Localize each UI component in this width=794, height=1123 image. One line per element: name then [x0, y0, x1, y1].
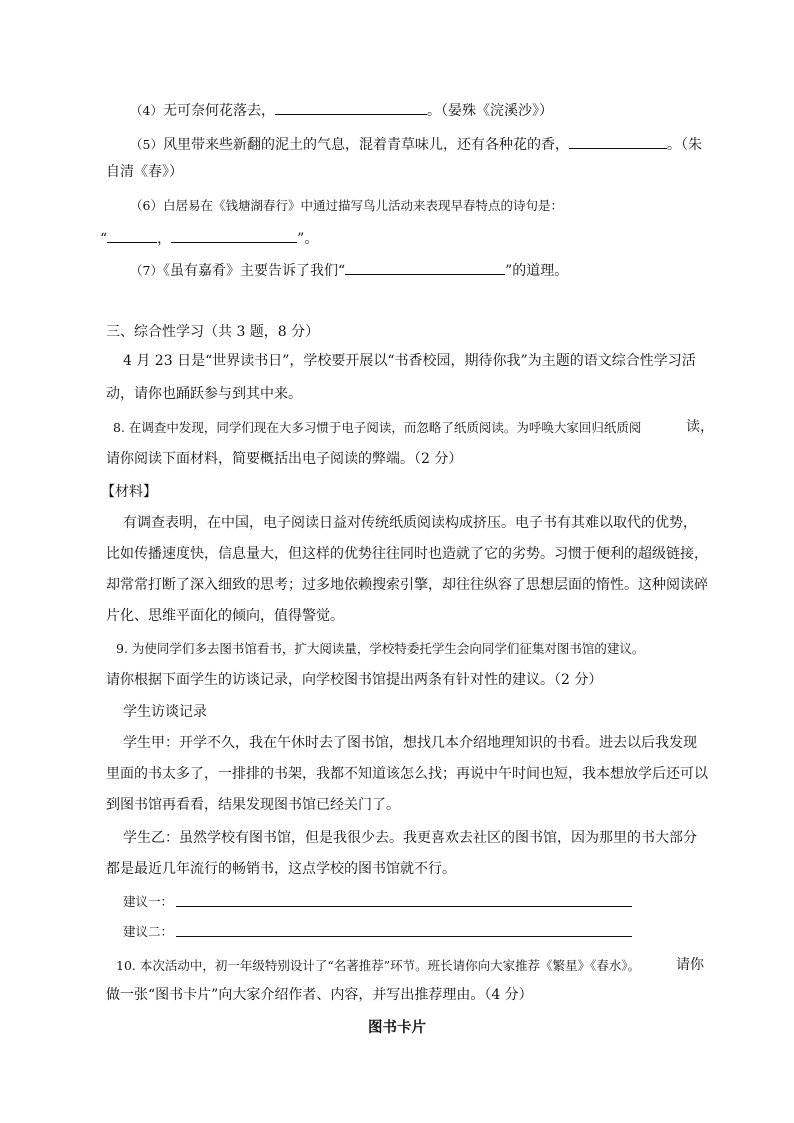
q5-end: 。（朱 — [666, 137, 702, 153]
q6-number: （6） — [130, 198, 163, 213]
q9-record-title: 学生访谈记录 — [123, 704, 207, 720]
q8-material-line: 却常常打断了深入细致的思考；过多地依赖搜索引擎，却往往纵容了思想层面的惰性。这种阅读碎 — [106, 577, 708, 593]
section3-heading: 三、综合性学习（共 3 题，8 分） — [106, 324, 320, 340]
q7-answer-blank[interactable] — [345, 260, 505, 275]
q6-open-quote: “ — [100, 231, 108, 247]
suggestion1-answer-line[interactable] — [176, 905, 632, 907]
q7-text: 《虽有嘉肴》主要告诉了我们“ — [162, 263, 346, 279]
q5-continuation: 自清《春》） — [106, 164, 183, 180]
q8-material-line: 有调查表明，在中国，电子阅读日益对传统纸质阅读构成挤压。电子书有其难以取代的优势， — [123, 515, 697, 531]
q6-answer-blank-1[interactable] — [107, 228, 157, 243]
q5-number: （5） — [130, 137, 163, 152]
q8-line2: 请你阅读下面材料，简要概括出电子阅读的弊端。（2 分） — [106, 451, 463, 467]
q5-line — [130, 134, 702, 155]
book-card-title: 图书卡片 — [368, 1019, 426, 1036]
q5-text: 风里带来些新翻的泥土的气息，混着青草味儿，还有各种花的香， — [162, 137, 569, 153]
q6-text: 白居易在《钱塘湖春行》中通过描写鸟儿活动来表现早春特点的诗句是： — [162, 198, 563, 213]
suggestion2-label: 建议二： — [123, 924, 174, 939]
q10-line2: 做一张“图书卡片”向大家介绍作者、内容，并写出推荐理由。（4 分） — [106, 987, 533, 1003]
q4-answer-blank[interactable] — [275, 100, 427, 115]
q10-line1-tail: 请你 — [676, 957, 704, 973]
suggestion2-answer-line[interactable] — [176, 935, 632, 937]
q4-number: （4） — [130, 103, 163, 118]
q6-close: ”。 — [297, 231, 319, 247]
q4-end: 。（晏殊《浣溪沙》） — [426, 103, 553, 119]
section3-intro-line1: 4 月 23 日是“世界读书日”，学校要开展以“书香校园，期待你我”为主题的语文综合性学习活 — [123, 353, 696, 369]
q9-student-b-line: 学生乙：虽然学校有图书馆，但是我很少去。我更喜欢去社区的图书馆，因为那里的书大部分 — [123, 830, 697, 846]
q9-student-a-line: 里面的书太多了，一排排的书架，我都不知道该怎么找；再说中午时间也短，我本想放学后还可以 — [106, 766, 708, 782]
q9-student-a-line: 到图书馆再看看，结果发现图书馆已经关门了。 — [106, 797, 400, 813]
suggestion1-label: 建议一： — [123, 894, 174, 909]
q9-line2: 请你根据下面学生的访谈记录，向学校图书馆提出两条有针对性的建议。（2 分） — [106, 672, 603, 688]
q8-material-line: 比如传播速度快，信息量大，但这样的优势往往同时也造就了它的劣势。习惯于便利的超级链接， — [106, 546, 708, 562]
q8-material-label: 【材料】 — [101, 484, 157, 500]
q9-student-a-line: 学生甲：开学不久，我在午休时去了图书馆，想找几本介绍地理知识的书看。进去以后我发现 — [123, 735, 697, 751]
q8-material-line: 片化、思维平面化的倾向，值得警觉。 — [106, 608, 344, 624]
q7-end: ”的道理。 — [505, 263, 569, 279]
q7-number: （7） — [130, 263, 163, 278]
q8-line1: 8. 在调查中发现，同学们现在大多习惯于电子阅读，而忽略了纸质阅读。为呼唤大家回归纸质阅 — [113, 420, 642, 435]
section3-intro-line2: 动，请你也踊跃参与到其中来。 — [106, 386, 302, 402]
q4-text: 无可奈何花落去， — [162, 103, 275, 119]
q6-answer-line — [100, 228, 318, 249]
q7-line — [130, 260, 568, 281]
q6-answer-blank-2[interactable] — [171, 228, 297, 243]
q9-line1: 9. 为使同学们多去图书馆看书，扩大阅读量，学校特委托学生会向同学们征集对图书馆的建议。 — [116, 641, 645, 656]
q10-line1: 10. 本次活动中，初一年级特别设计了“名著推荐”环节。班长请你向大家推荐《繁星》《春水》。 — [116, 958, 641, 973]
q5-answer-blank[interactable] — [569, 134, 667, 149]
q8-line1-tail: 读， — [686, 419, 714, 435]
q9-student-b-line: 都是最近几年流行的畅销书，这点学校的图书馆就不行。 — [106, 861, 456, 877]
q4-line — [130, 100, 553, 121]
q6-comma: ， — [157, 231, 172, 247]
q6-line — [130, 196, 563, 216]
